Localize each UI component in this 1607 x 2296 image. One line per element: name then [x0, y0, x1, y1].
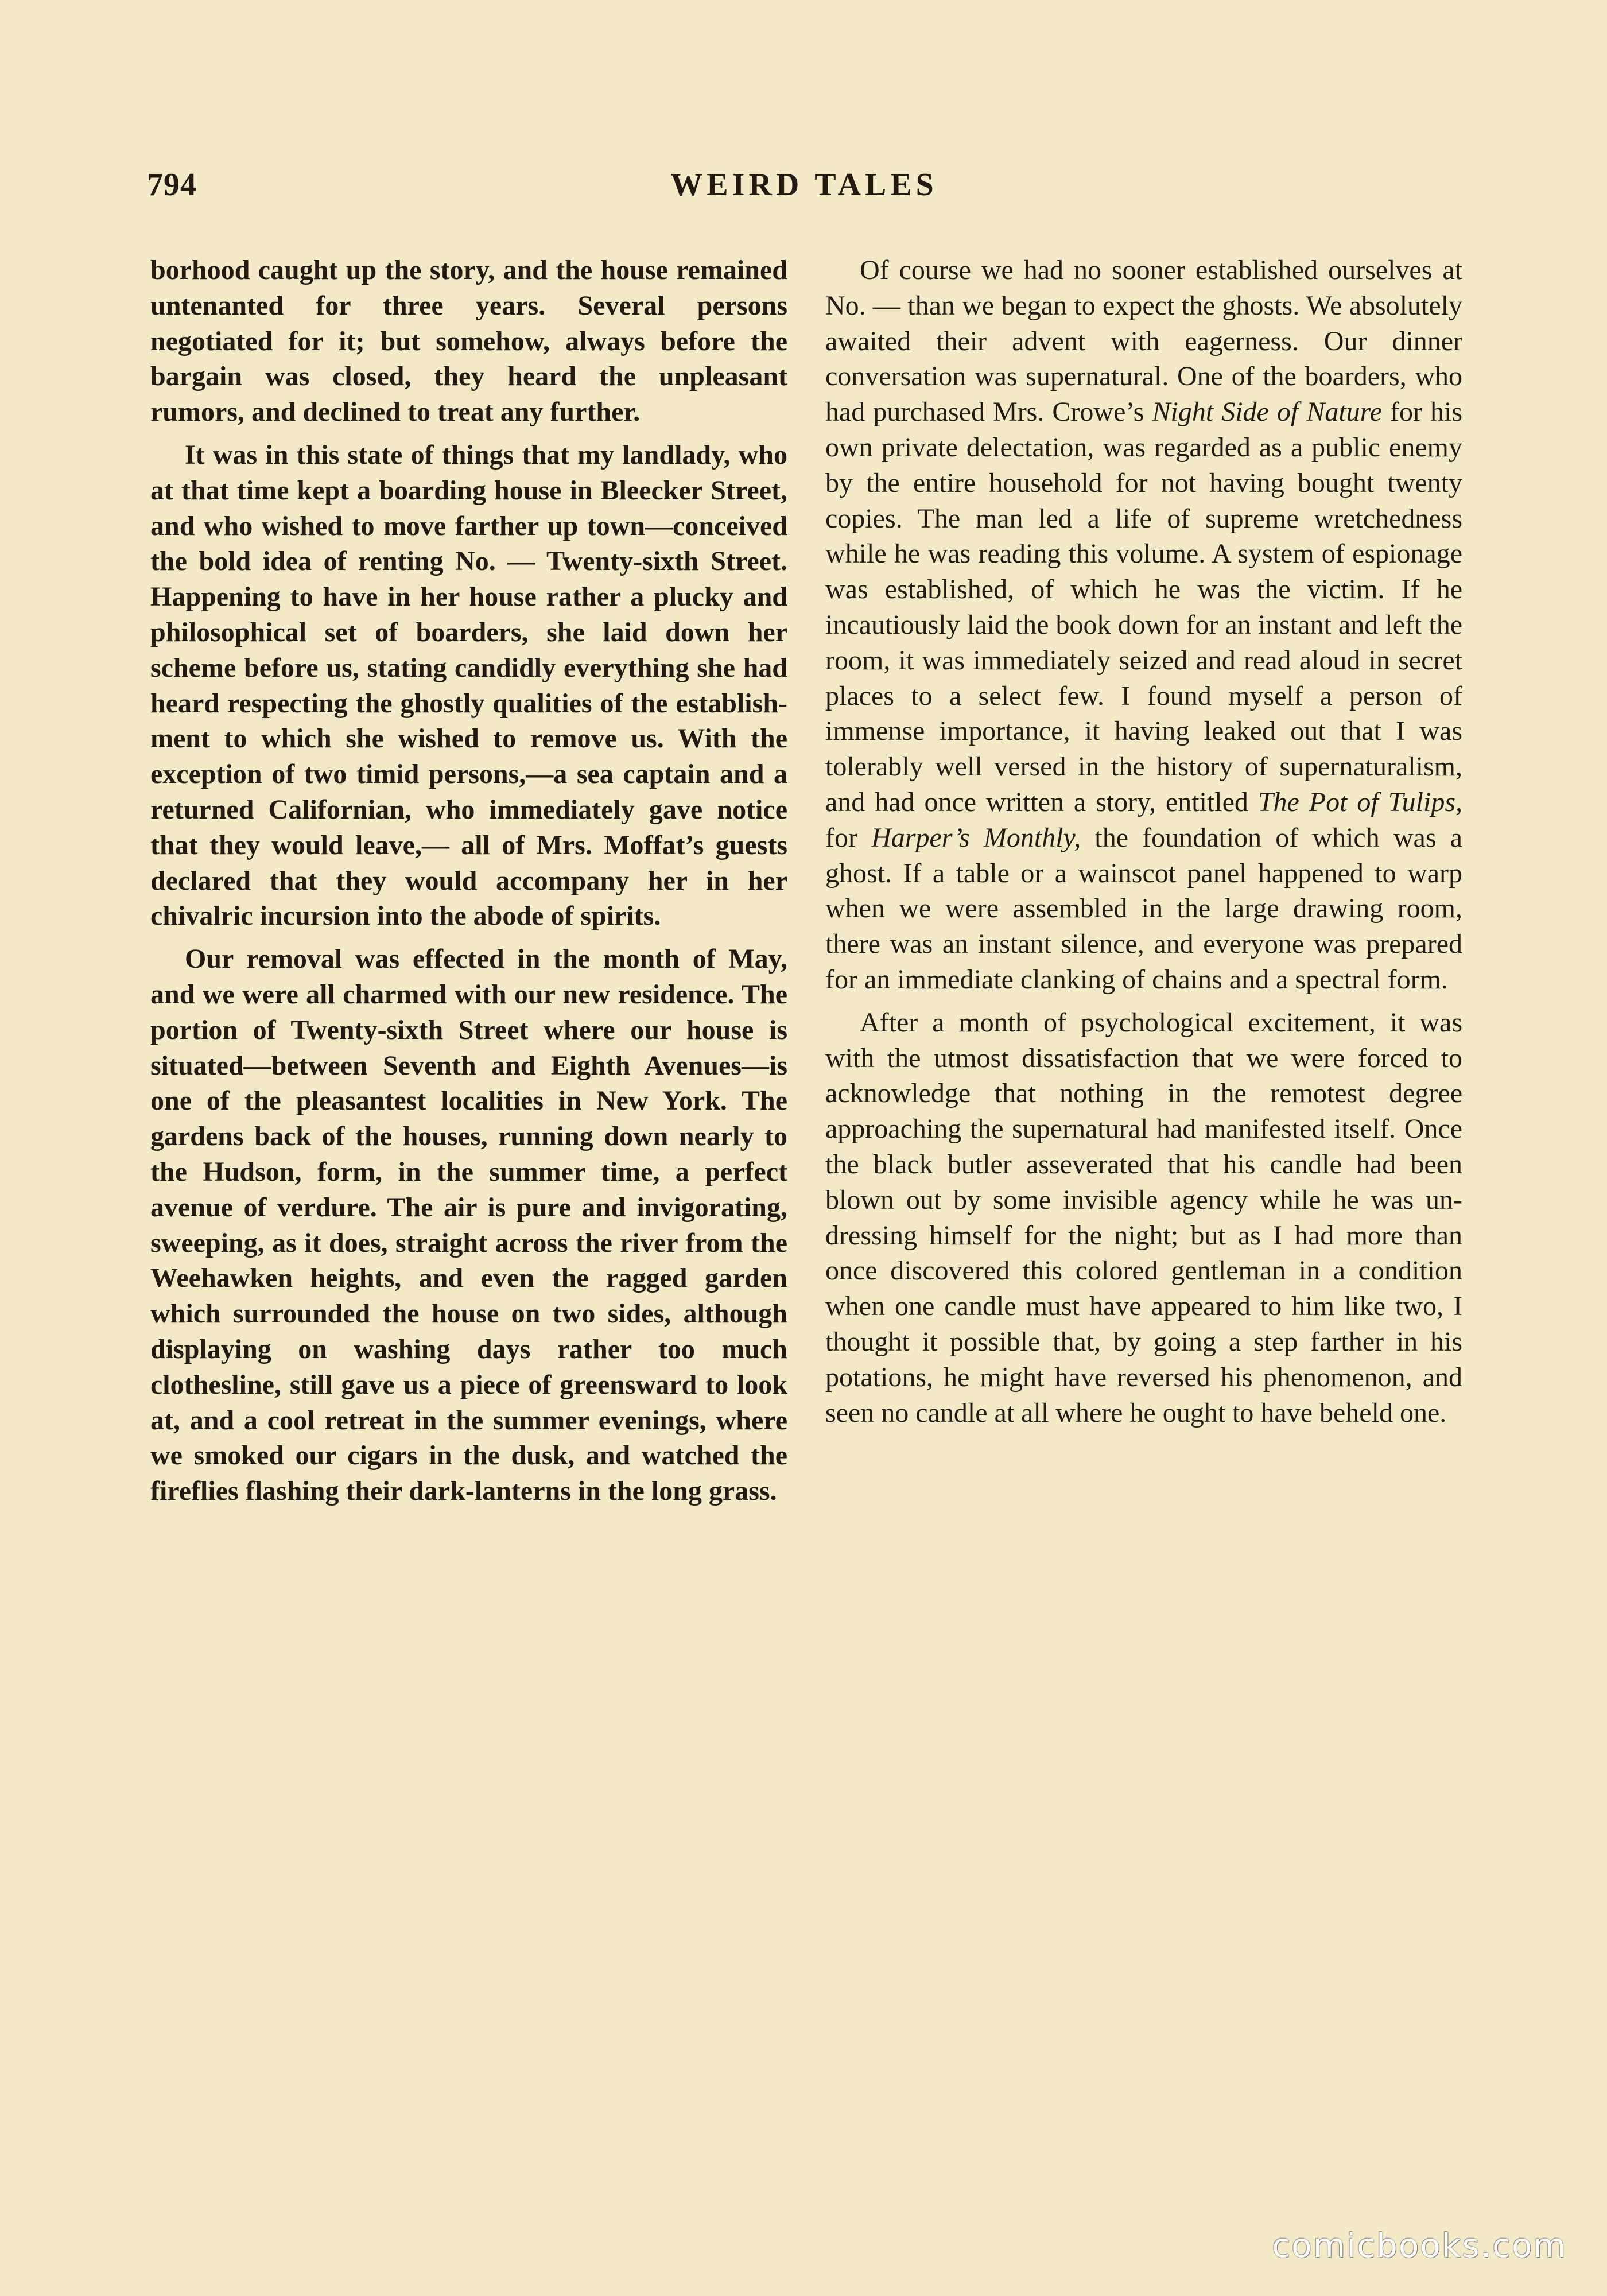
right-paragraph-1	[825, 253, 1462, 998]
left-column	[150, 253, 787, 2147]
right-column	[825, 253, 1462, 2147]
watermark: comicbooks.com	[1272, 2226, 1567, 2265]
magazine-title-harpers: Harper’s Monthly,	[871, 822, 1081, 853]
right-paragraph-1-text-b: for his own private delectation, was regarded as a public enemy by the entire household for not having bought twenty copies. The man led a life of supreme wretchedness while he was reading this volume. A system of espionage was established, of which he was the victim. If he incautiously laid the book down for an instant and left the room, it was immediately seized and read aloud in secret places to a select few. I found myself a person of immense importance, it having leaked out that I was tolerably well versed in the history of supernaturalism, and had once written a story, entitled	[825, 397, 1463, 817]
right-paragraph-1-text-a: Of course we had no sooner established ourselves at No. — than we began to expect the ghosts. We absolutely awaited their advent with eagerness. Our dinner conversation was supernatural. One of the boarders, who had purchased Mrs. Crowe’s	[825, 255, 1462, 428]
book-title-night-side: Night Side of Nature	[1152, 397, 1382, 428]
page-number: 794	[147, 167, 197, 203]
right-paragraph-2: After a month of psychological excitement, it was with the utmost dissatisfaction that we were forced to acknowledge that nothing in the remotest degree approaching the supernatural had manifested itself. Once the black butler asseverated that his candle had been blown out by some invisible agency while he was undressing himself for the night; but as I had more than once discovered this colored gentleman in a condition when one candle must have appeared to him like two, I thought it possible that, by going a step farther in his potations, he might have reversed his phenomenon, and seen no candle at all where he ought to have beheld one.	[825, 1007, 1462, 1428]
left-paragraph-3: Our removal was effected in the month of May, and we were all charmed with our new residence. The portion of Twenty-sixth Street where our house is situated—between Seventh and Eighth Avenues—is one of the pleasantest localities in New York. The gardens back of the houses, running down nearly to the Hudson, form, in the summer time, a perfect avenue of verdure. The air is pure and invigorating, sweeping, as it does, straight across the river from the Weehawken heights, and even the ragged garden which surrounded the house on two sides, although displaying on washing days rather too much clothesline, still gave us a piece of greensward to look at, and a cool retreat in the summer evenings, where we smoked our cigars in the dusk, and watched the fireflies flashing their dark-lanterns in the long grass.	[150, 944, 787, 1507]
right-paragraph-1-text-d: the foundation of which was a ghost. If a table or a wainscot panel happened to warp when we were assembled in the large drawing room, there was an instant silence, and everyone was prepared for an immediate clanking of chains and a spectral form.	[825, 822, 1463, 995]
story-title-pot-of-tulips: The Pot of Tulips,	[1257, 786, 1463, 817]
left-paragraph-1: borhood caught up the story, and the house remained untenanted for three years. Several persons negotiated for it; but somehow, always before the bargain was closed, they heard the unpleasant rumors, and declined to treat any further.	[150, 255, 787, 428]
running-head	[147, 166, 1461, 218]
magazine-title: WEIRD TALES	[670, 167, 938, 203]
right-paragraph-1-text-c: for	[825, 822, 872, 853]
left-paragraph-2: It was in this state of things that my landlady, who at that time kept a boarding house in Bleecker Street, and who wished to move farther up town—conceived the bold idea of renting No. — Twenty-sixth Street. Happening to have in her house rather a plucky and philosophical set of boarders, she laid down her scheme before us, stating candidly everything she had heard respecting the ghostly qualities of the establishment to which she wished to remove us. With the exception of two timid persons,—a sea captain and a returned Californian, who immediately gave notice that they would leave,— all of Mrs. Moffat’s guests declared that they would accompany her in her chivalric incursion into the abode of spirits.	[150, 439, 787, 932]
